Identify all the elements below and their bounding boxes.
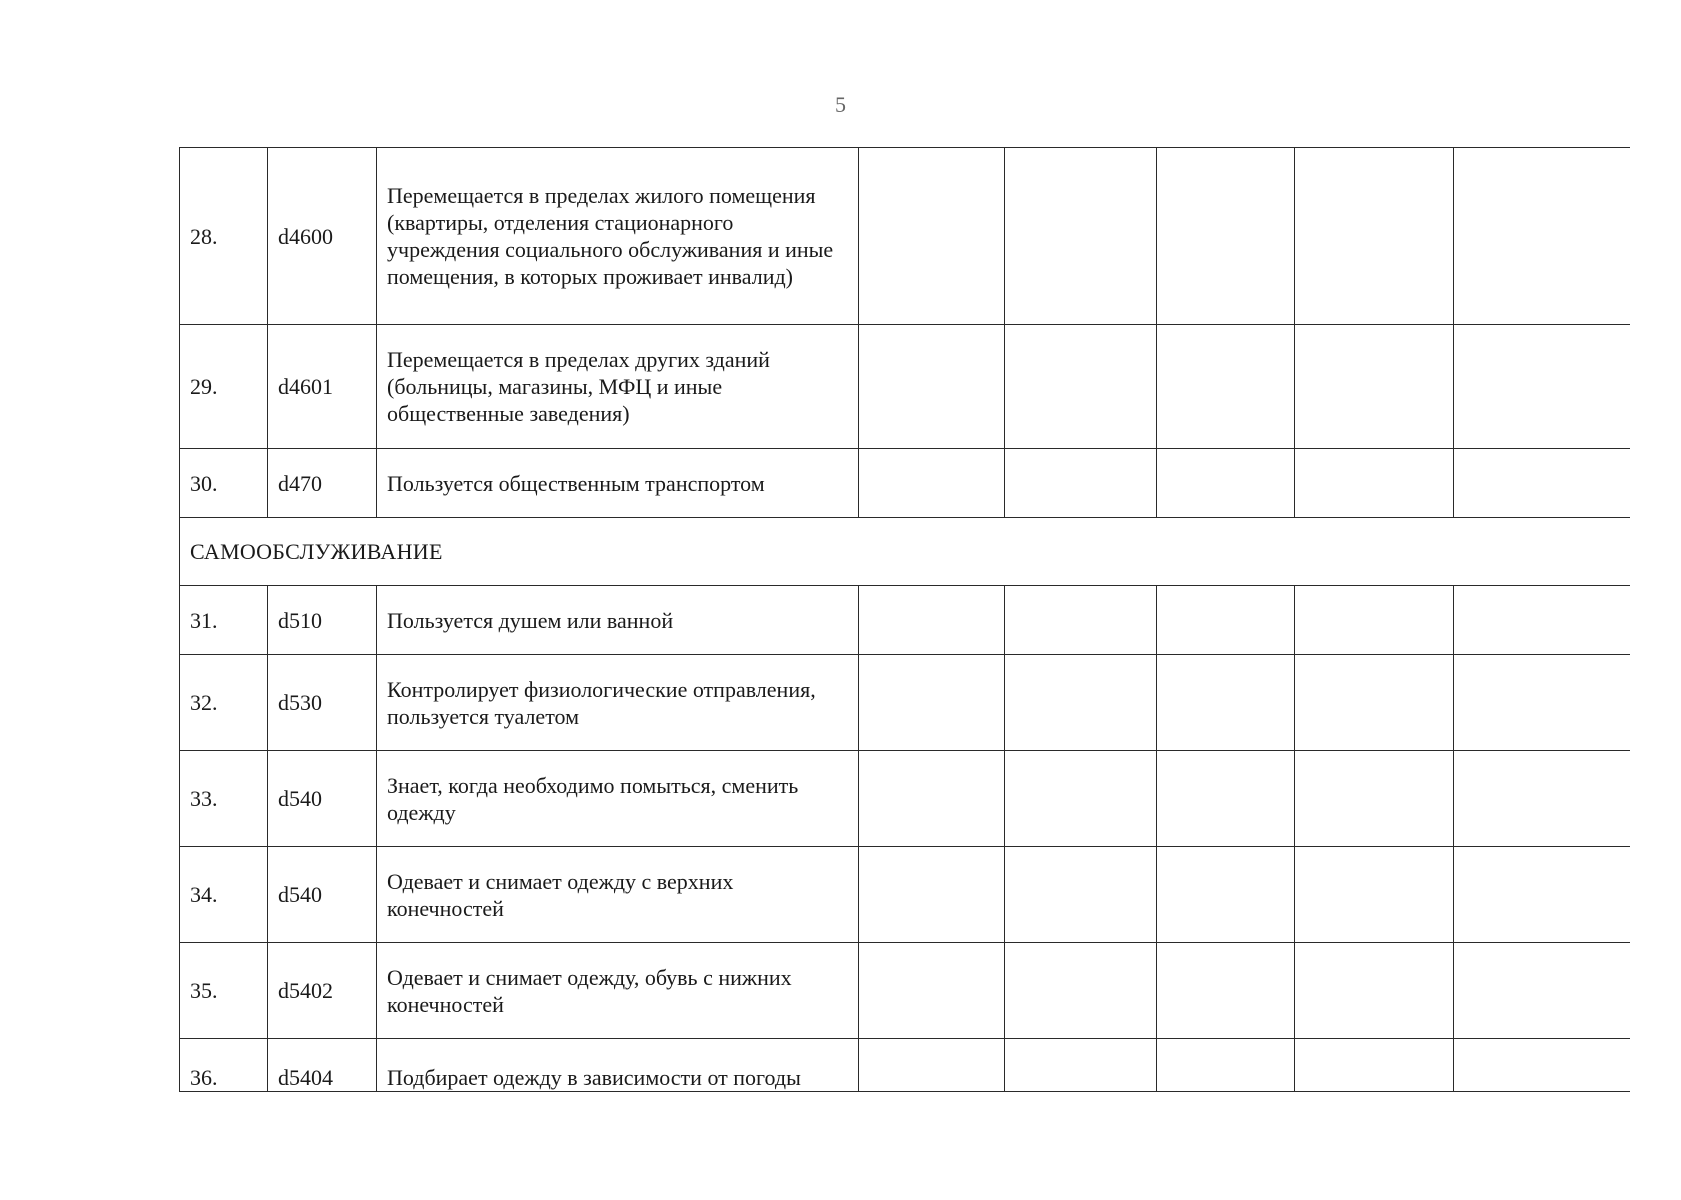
row-description: Перемещается в пределах жилого помещения (квартиры, отделения стационарного учреждения социального обслуживания и иные помещения, в которых проживает инвалид) [377,148,859,325]
row-description: Пользуется общественным транспортом [377,449,859,518]
empty-cell [1295,1039,1454,1092]
table-row [180,586,1630,655]
row-number: 32. [180,655,268,751]
empty-cell [1454,847,1630,943]
row-code: d5402 [268,943,377,1039]
section-header-row [180,518,1630,586]
empty-cell [1157,1039,1295,1092]
empty-cell [1295,655,1454,751]
empty-cell [1295,847,1454,943]
row-number: 34. [180,847,268,943]
empty-cell [1005,449,1157,518]
table-row [180,325,1630,449]
row-code: d510 [268,586,377,655]
empty-cell [1454,655,1630,751]
row-number: 35. [180,943,268,1039]
empty-cell [1157,449,1295,518]
empty-cell [1157,148,1295,325]
empty-cell [859,1039,1005,1092]
empty-cell [859,449,1005,518]
row-code: d530 [268,655,377,751]
page-number: 5 [835,92,846,117]
row-number: 33. [180,751,268,847]
empty-cell [1005,847,1157,943]
empty-cell [1005,586,1157,655]
table-row [180,847,1630,943]
table-row [180,1039,1630,1092]
empty-cell [1454,325,1630,449]
empty-cell [1005,751,1157,847]
empty-cell [1295,751,1454,847]
row-code: d540 [268,751,377,847]
row-code: d470 [268,449,377,518]
empty-cell [1454,586,1630,655]
row-code: d4600 [268,148,377,325]
row-code: d5404 [268,1039,377,1092]
empty-cell [859,943,1005,1039]
empty-cell [1005,655,1157,751]
row-description: Одевает и снимает одежду с верхних конечностей [377,847,859,943]
empty-cell [1454,943,1630,1039]
empty-cell [1005,148,1157,325]
empty-cell [1454,449,1630,518]
table-row [180,655,1630,751]
empty-cell [1157,751,1295,847]
empty-cell [1157,325,1295,449]
row-description: Пользуется душем или ванной [377,586,859,655]
empty-cell [1005,325,1157,449]
empty-cell [859,655,1005,751]
row-description: Контролирует физиологические отправления, пользуется туалетом [377,655,859,751]
empty-cell [1157,847,1295,943]
empty-cell [1454,148,1630,325]
table-row [180,449,1630,518]
empty-cell [859,148,1005,325]
row-description: Одевает и снимает одежду, обувь с нижних конечностей [377,943,859,1039]
row-description: Перемещается в пределах других зданий (больницы, магазины, МФЦ и иные общественные заведения) [377,325,859,449]
empty-cell [1005,943,1157,1039]
table-row [180,943,1630,1039]
row-code: d4601 [268,325,377,449]
table-row [180,148,1630,325]
row-number: 36. [180,1039,268,1092]
row-code: d540 [268,847,377,943]
empty-cell [1295,586,1454,655]
empty-cell [1454,1039,1630,1092]
empty-cell [1295,325,1454,449]
empty-cell [1005,1039,1157,1092]
row-number: 29. [180,325,268,449]
row-number: 31. [180,586,268,655]
empty-cell [859,751,1005,847]
empty-cell [1157,943,1295,1039]
empty-cell [1157,655,1295,751]
row-number: 30. [180,449,268,518]
table-row [180,751,1630,847]
row-description: Знает, когда необходимо помыться, сменить одежду [377,751,859,847]
section-title: САМООБСЛУЖИВАНИЕ [180,518,1630,586]
assessment-table [179,147,1630,1092]
empty-cell [859,847,1005,943]
empty-cell [1295,148,1454,325]
empty-cell [1295,943,1454,1039]
empty-cell [1295,449,1454,518]
empty-cell [859,325,1005,449]
row-description: Подбирает одежду в зависимости от погоды [377,1039,859,1092]
empty-cell [859,586,1005,655]
empty-cell [1454,751,1630,847]
row-number: 28. [180,148,268,325]
empty-cell [1157,586,1295,655]
